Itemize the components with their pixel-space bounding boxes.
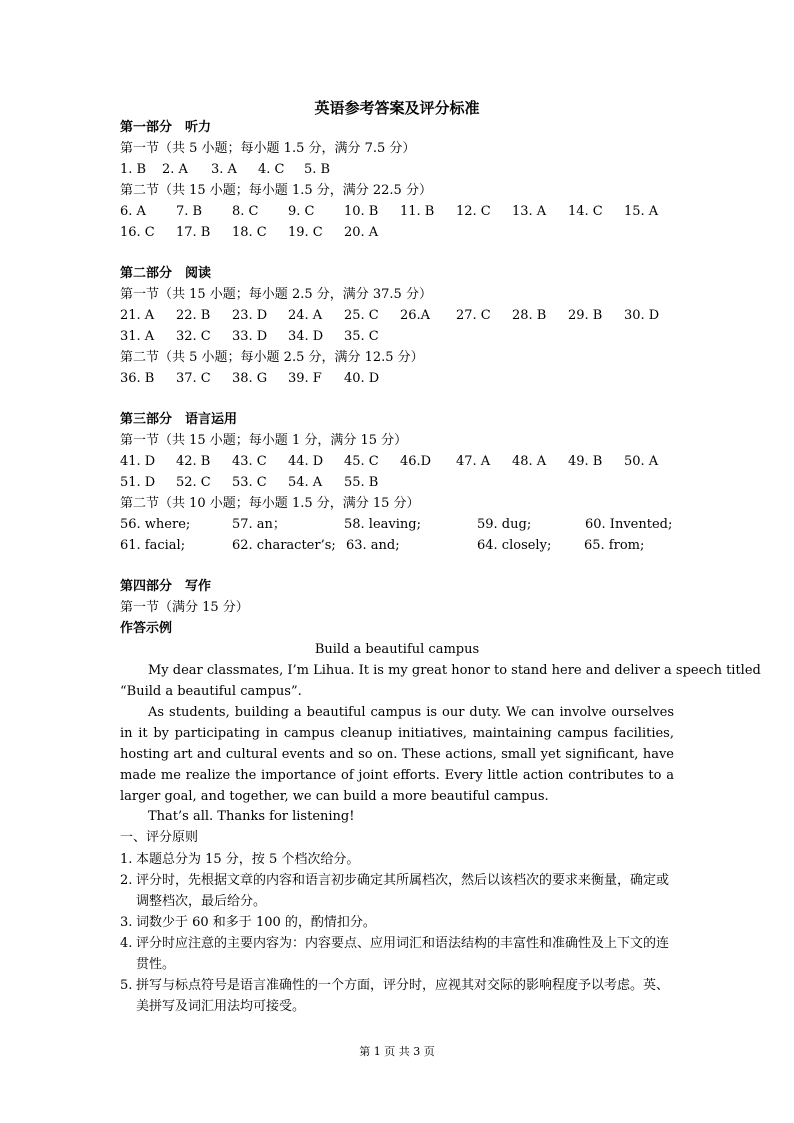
answer: 38. G — [232, 371, 268, 386]
answer: 34. D — [288, 329, 324, 344]
part1-section1-note: 第一节（共 5 小题；每小题 1.5 分，满分 7.5 分） — [120, 141, 416, 156]
answer: 22. B — [176, 308, 211, 323]
part4-heading: 第四部分 写作 — [120, 579, 212, 594]
essay-paragraph-2: As students, building a beautiful campus is our duty. We can involve ourselves in it by participating in campus cleanup initiatives, maintaining campus facilities, hosting art and cultural events and so on. These actions, small yet significant, have made me realize the importance of joint efforts. Every little action contributes to a larger goal, and together, we can build a more beautiful campus. — [120, 705, 674, 804]
page-title: 英语参考答案及评分标准 — [314, 99, 480, 117]
answer: 62. character’s; — [232, 538, 336, 553]
rule-text: 拼写与标点符号是语言准确性的一个方面，评分时，应视其对交际的影响程度予以考虑。英、美拼写及词汇用法均可接受。 — [136, 978, 670, 1014]
rule-item — [120, 912, 676, 933]
answer: 18. C — [232, 225, 267, 240]
answer: 29. B — [568, 308, 603, 323]
answer: 24. A — [288, 308, 323, 323]
answer: 31. A — [120, 329, 155, 344]
part3-section1-note: 第一节（共 15 小题；每小题 1 分，满分 15 分） — [120, 433, 408, 448]
answer: 26.A — [400, 308, 431, 323]
answer: 50. A — [624, 454, 659, 469]
answer: 41. D — [120, 454, 156, 469]
rule-item — [120, 870, 676, 912]
rule-item — [120, 849, 676, 870]
answer: 17. B — [176, 225, 211, 240]
answer: 19. C — [288, 225, 323, 240]
rule-text: 评分时应注意的主要内容为：内容要点、应用词汇和语法结构的丰富性和准确性及上下文的连贯性。 — [136, 936, 670, 972]
essay-title: Build a beautiful campus — [314, 642, 480, 657]
rule-text: 词数少于 60 和多于 100 的，酌情扣分。 — [136, 915, 376, 930]
answer: 21. A — [120, 308, 155, 323]
answer: 64. closely; — [477, 538, 552, 553]
answer: 59. dug; — [477, 517, 532, 532]
answer: 13. A — [512, 204, 547, 219]
answer: 51. D — [120, 475, 156, 490]
answer: 61. facial; — [120, 538, 186, 553]
answer: 54. A — [288, 475, 323, 490]
answer: 3. A — [211, 162, 237, 177]
answer: 58. leaving; — [344, 517, 421, 532]
answer: 4. C — [258, 162, 285, 177]
answer: 65. from; — [584, 538, 645, 553]
sample-heading: 作答示例 — [120, 621, 173, 636]
part2-section1-note: 第一节（共 15 小题；每小题 2.5 分，满分 37.5 分） — [120, 287, 432, 302]
answer: 32. C — [176, 329, 211, 344]
answer: 9. C — [288, 204, 315, 219]
rule-number: 5. — [120, 978, 133, 993]
answer: 43. C — [232, 454, 267, 469]
answer: 11. B — [400, 204, 435, 219]
answer: 14. C — [568, 204, 603, 219]
answer: 20. A — [344, 225, 379, 240]
answer: 46.D — [400, 454, 432, 469]
answer: 63. and; — [346, 538, 400, 553]
rule-text: 本题总分为 15 分，按 5 个档次给分。 — [136, 852, 360, 867]
rule-number: 4. — [120, 936, 133, 951]
page-footer: 第 1 页 共 3 页 — [359, 1045, 435, 1058]
answer: 28. B — [512, 308, 547, 323]
answer: 2. A — [162, 162, 188, 177]
part2-section2-note: 第二节（共 5 小题；每小题 2.5 分，满分 12.5 分） — [120, 350, 424, 365]
answer: 10. B — [344, 204, 379, 219]
answer: 30. D — [624, 308, 660, 323]
essay-paragraph-1-line1: My dear classmates, I’m Lihua. It is my great honor to stand here and deliver a speech titled — [148, 663, 761, 678]
answer: 23. D — [232, 308, 268, 323]
answer: 52. C — [176, 475, 211, 490]
part3-heading: 第三部分 语言运用 — [120, 412, 238, 427]
answer: 8. C — [232, 204, 259, 219]
answer: 40. D — [344, 371, 380, 386]
principles-heading: 一、评分原则 — [120, 830, 199, 845]
answer: 56. where; — [120, 517, 191, 532]
answer: 57. an； — [232, 517, 286, 532]
answer: 55. B — [344, 475, 379, 490]
rule-text: 评分时，先根据文章的内容和语言初步确定其所属档次，然后以该档次的要求来衡量，确定或调整档次，最后给分。 — [136, 873, 670, 909]
answer: 36. B — [120, 371, 155, 386]
answer: 7. B — [176, 204, 203, 219]
part3-section2-note: 第二节（共 10 小题；每小题 1.5 分，满分 15 分） — [120, 496, 420, 511]
essay-paragraph-3: That’s all. Thanks for listening! — [148, 809, 355, 824]
part2-heading: 第二部分 阅读 — [120, 266, 212, 281]
rule-item — [120, 975, 676, 1017]
answer: 60. Invented; — [585, 517, 673, 532]
answer: 5. B — [304, 162, 331, 177]
answer: 16. C — [120, 225, 155, 240]
rule-number: 2. — [120, 873, 133, 888]
answer: 25. C — [344, 308, 379, 323]
part1-heading: 第一部分 听力 — [120, 120, 212, 135]
answer: 44. D — [288, 454, 324, 469]
rule-item — [120, 933, 676, 975]
answer: 33. D — [232, 329, 268, 344]
answer: 27. C — [456, 308, 491, 323]
answer: 37. C — [176, 371, 211, 386]
part4-section1-note: 第一节（满分 15 分） — [120, 600, 249, 615]
rule-number: 1. — [120, 852, 133, 867]
essay-paragraph-1-line2: “Build a beautiful campus”. — [120, 684, 302, 699]
answer: 12. C — [456, 204, 491, 219]
answer: 45. C — [344, 454, 379, 469]
answer: 1. B — [120, 162, 147, 177]
answer: 39. F — [288, 371, 322, 386]
answer: 35. C — [344, 329, 379, 344]
answer: 15. A — [624, 204, 659, 219]
part1-section2-note: 第二节（共 15 小题；每小题 1.5 分，满分 22.5 分） — [120, 183, 432, 198]
answer: 48. A — [512, 454, 547, 469]
answer: 53. C — [232, 475, 267, 490]
rule-number: 3. — [120, 915, 133, 930]
answer: 6. A — [120, 204, 146, 219]
answer: 49. B — [568, 454, 603, 469]
answer: 42. B — [176, 454, 211, 469]
answer: 47. A — [456, 454, 491, 469]
